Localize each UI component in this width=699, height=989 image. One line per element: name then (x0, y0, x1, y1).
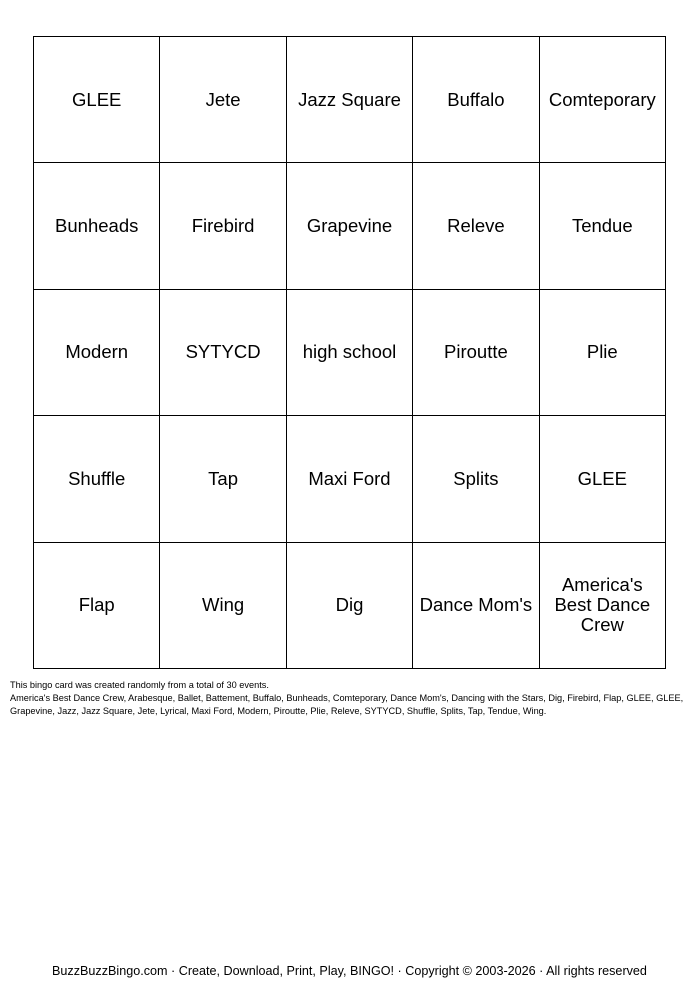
bingo-cell: GLEE (540, 416, 666, 542)
bingo-cell: Buffalo (413, 37, 539, 163)
bingo-cell: Piroutte (413, 290, 539, 416)
bingo-cell: Tendue (540, 163, 666, 289)
bingo-cell: Plie (540, 290, 666, 416)
bingo-cell: Firebird (160, 163, 286, 289)
bingo-cell: Comteporary (540, 37, 666, 163)
bingo-cell: Dig (287, 543, 413, 669)
bingo-cell: Tap (160, 416, 286, 542)
bingo-cell: Grapevine (287, 163, 413, 289)
bingo-cell: high school (287, 290, 413, 416)
bingo-cell: Splits (413, 416, 539, 542)
bingo-cell: Maxi Ford (287, 416, 413, 542)
bingo-cell: Jazz Square (287, 37, 413, 163)
event-list-note (10, 679, 689, 718)
bingo-cell: Dance Mom's (413, 543, 539, 669)
page-footer: BuzzBuzzBingo.com · Create, Download, Print, Play, BINGO! · Copyright © 2003-2026 · All rights reserved (52, 964, 647, 978)
bingo-cell: Wing (160, 543, 286, 669)
bingo-cell: Releve (413, 163, 539, 289)
note-events-list: America's Best Dance Crew, Arabesque, Ballet, Battement, Buffalo, Bunheads, Comteporary, Dance Mom's, Dancing with the Stars, Dig, Firebird, Flap, GLEE, GLEE, Grapevine, Jazz, Jazz Square, Jete, Lyrical, Maxi Ford, Modern, Piroutte, Plie, Releve, SYTYCD, Shuffle, Splits, Tap, Tendue, Wing. (10, 693, 684, 716)
bingo-cell: SYTYCD (160, 290, 286, 416)
note-intro: This bingo card was created randomly from a total of 30 events. (10, 680, 269, 690)
bingo-cell: America's Best Dance Crew (540, 543, 666, 669)
bingo-cell: Flap (34, 543, 160, 669)
bingo-card-grid (33, 36, 666, 669)
bingo-cell: Jete (160, 37, 286, 163)
bingo-cell: GLEE (34, 37, 160, 163)
bingo-cell: Bunheads (34, 163, 160, 289)
bingo-cell: Modern (34, 290, 160, 416)
bingo-cell: Shuffle (34, 416, 160, 542)
